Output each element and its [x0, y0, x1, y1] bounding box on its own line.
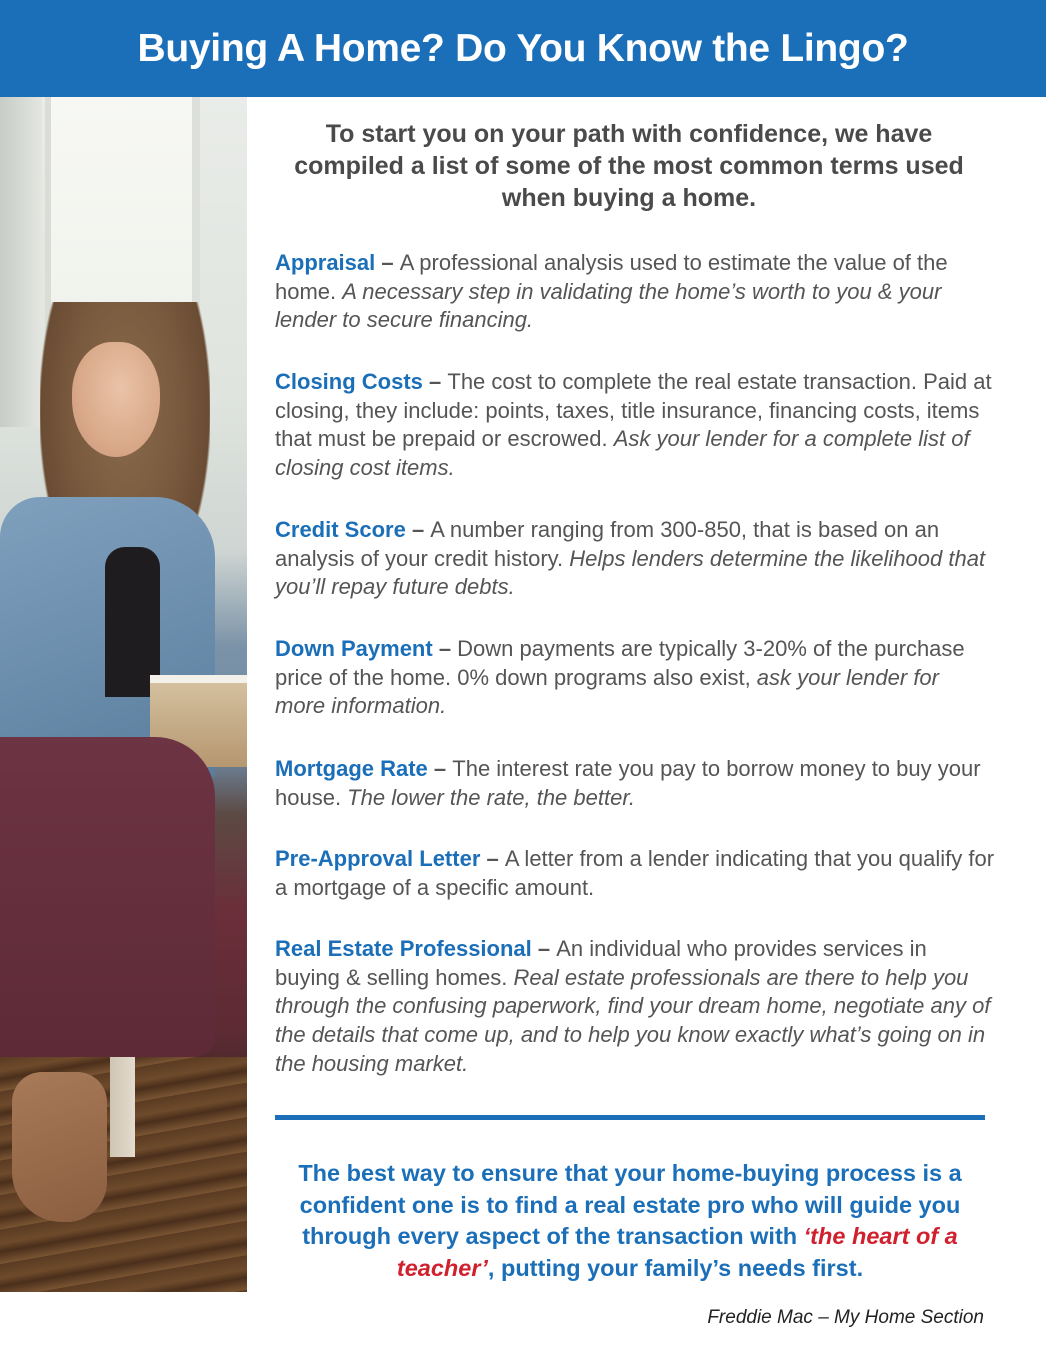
burgundy-pants	[0, 737, 215, 1057]
term-down-payment	[275, 635, 995, 721]
term-note: A necessary step in validating the home’s worth to you & your lender to secure financing.	[275, 278, 942, 333]
closing-text-before: The best way to ensure that your home-buying process is a confident one is to find a real estate pro who will guide you through every aspect of the transaction with	[298, 1160, 962, 1249]
closing-text-after: , putting your family’s needs first.	[487, 1254, 864, 1281]
term-definition: A letter from a lender indicating that you qualify for a mortgage of a specific amount.	[275, 846, 995, 900]
term-name: Real Estate Professional	[275, 936, 532, 961]
face	[72, 342, 160, 457]
term-dash: –	[427, 756, 453, 781]
term-dash: –	[405, 517, 431, 542]
closing-highlight: ‘the heart of a teacher’	[396, 1223, 958, 1281]
door-frame	[0, 97, 42, 427]
term-dash: –	[432, 636, 458, 661]
term-dash: –	[422, 369, 448, 394]
term-name: Appraisal	[275, 250, 376, 275]
term-dash: –	[375, 250, 400, 275]
term-note: Real estate professionals are there to help you through the confusing paperwork, find your dream home, negotiate any of the details that come up, and to help you know exactly what’s going on in the housing market.	[275, 964, 991, 1076]
term-closing-costs	[275, 368, 995, 483]
term-note: Helps lenders determine the likelihood that you’ll repay future debts.	[275, 545, 986, 600]
term-real-estate-professional	[275, 935, 995, 1079]
term-name: Closing Costs	[275, 369, 423, 394]
woman-photo	[0, 97, 247, 1292]
term-mortgage-rate	[275, 755, 995, 812]
term-note: ask your lender for more information.	[275, 664, 939, 719]
term-name: Down Payment	[275, 636, 433, 661]
term-name: Mortgage Rate	[275, 756, 428, 781]
term-credit-score	[275, 516, 995, 602]
term-dash: –	[531, 936, 557, 961]
intro-text: To start you on your path with confidence, we have compiled a list of some of the most common terms used when buying a home.	[294, 120, 964, 212]
term-name: Pre-Approval Letter	[275, 846, 481, 871]
term-name: Credit Score	[275, 517, 406, 542]
brown-boot	[12, 1072, 107, 1222]
term-definition: A professional analysis used to estimate the value of the home.	[275, 250, 948, 304]
notepad	[150, 675, 247, 683]
term-definition: Down payments are typically 3-20% of the purchase price of the home. 0% down programs also exist,	[275, 636, 965, 690]
term-note: Ask your lender for a complete list of closing cost items.	[275, 426, 970, 481]
closing-statement	[270, 1158, 990, 1284]
section-divider	[275, 1115, 985, 1120]
term-definition: An individual who provides services in buying & selling homes.	[275, 936, 927, 990]
page-header	[0, 0, 1046, 97]
term-dash: –	[480, 846, 505, 871]
term-definition: The interest rate you pay to borrow money to buy your house.	[275, 756, 981, 810]
term-note: The lower the rate, the better.	[347, 784, 635, 810]
term-definition: A number ranging from 300-850, that is based on an analysis of your credit history.	[275, 517, 940, 571]
page-title: Buying A Home? Do You Know the Lingo?	[137, 26, 909, 70]
term-pre-approval-letter	[275, 845, 995, 902]
source-credit: Freddie Mac – My Home Section	[707, 1307, 984, 1328]
term-appraisal	[275, 249, 995, 335]
term-definition: The cost to complete the real estate transaction. Paid at closing, they include: points, taxes, title insurance, financing costs, items that must be prepaid or escrowed.	[275, 369, 992, 452]
